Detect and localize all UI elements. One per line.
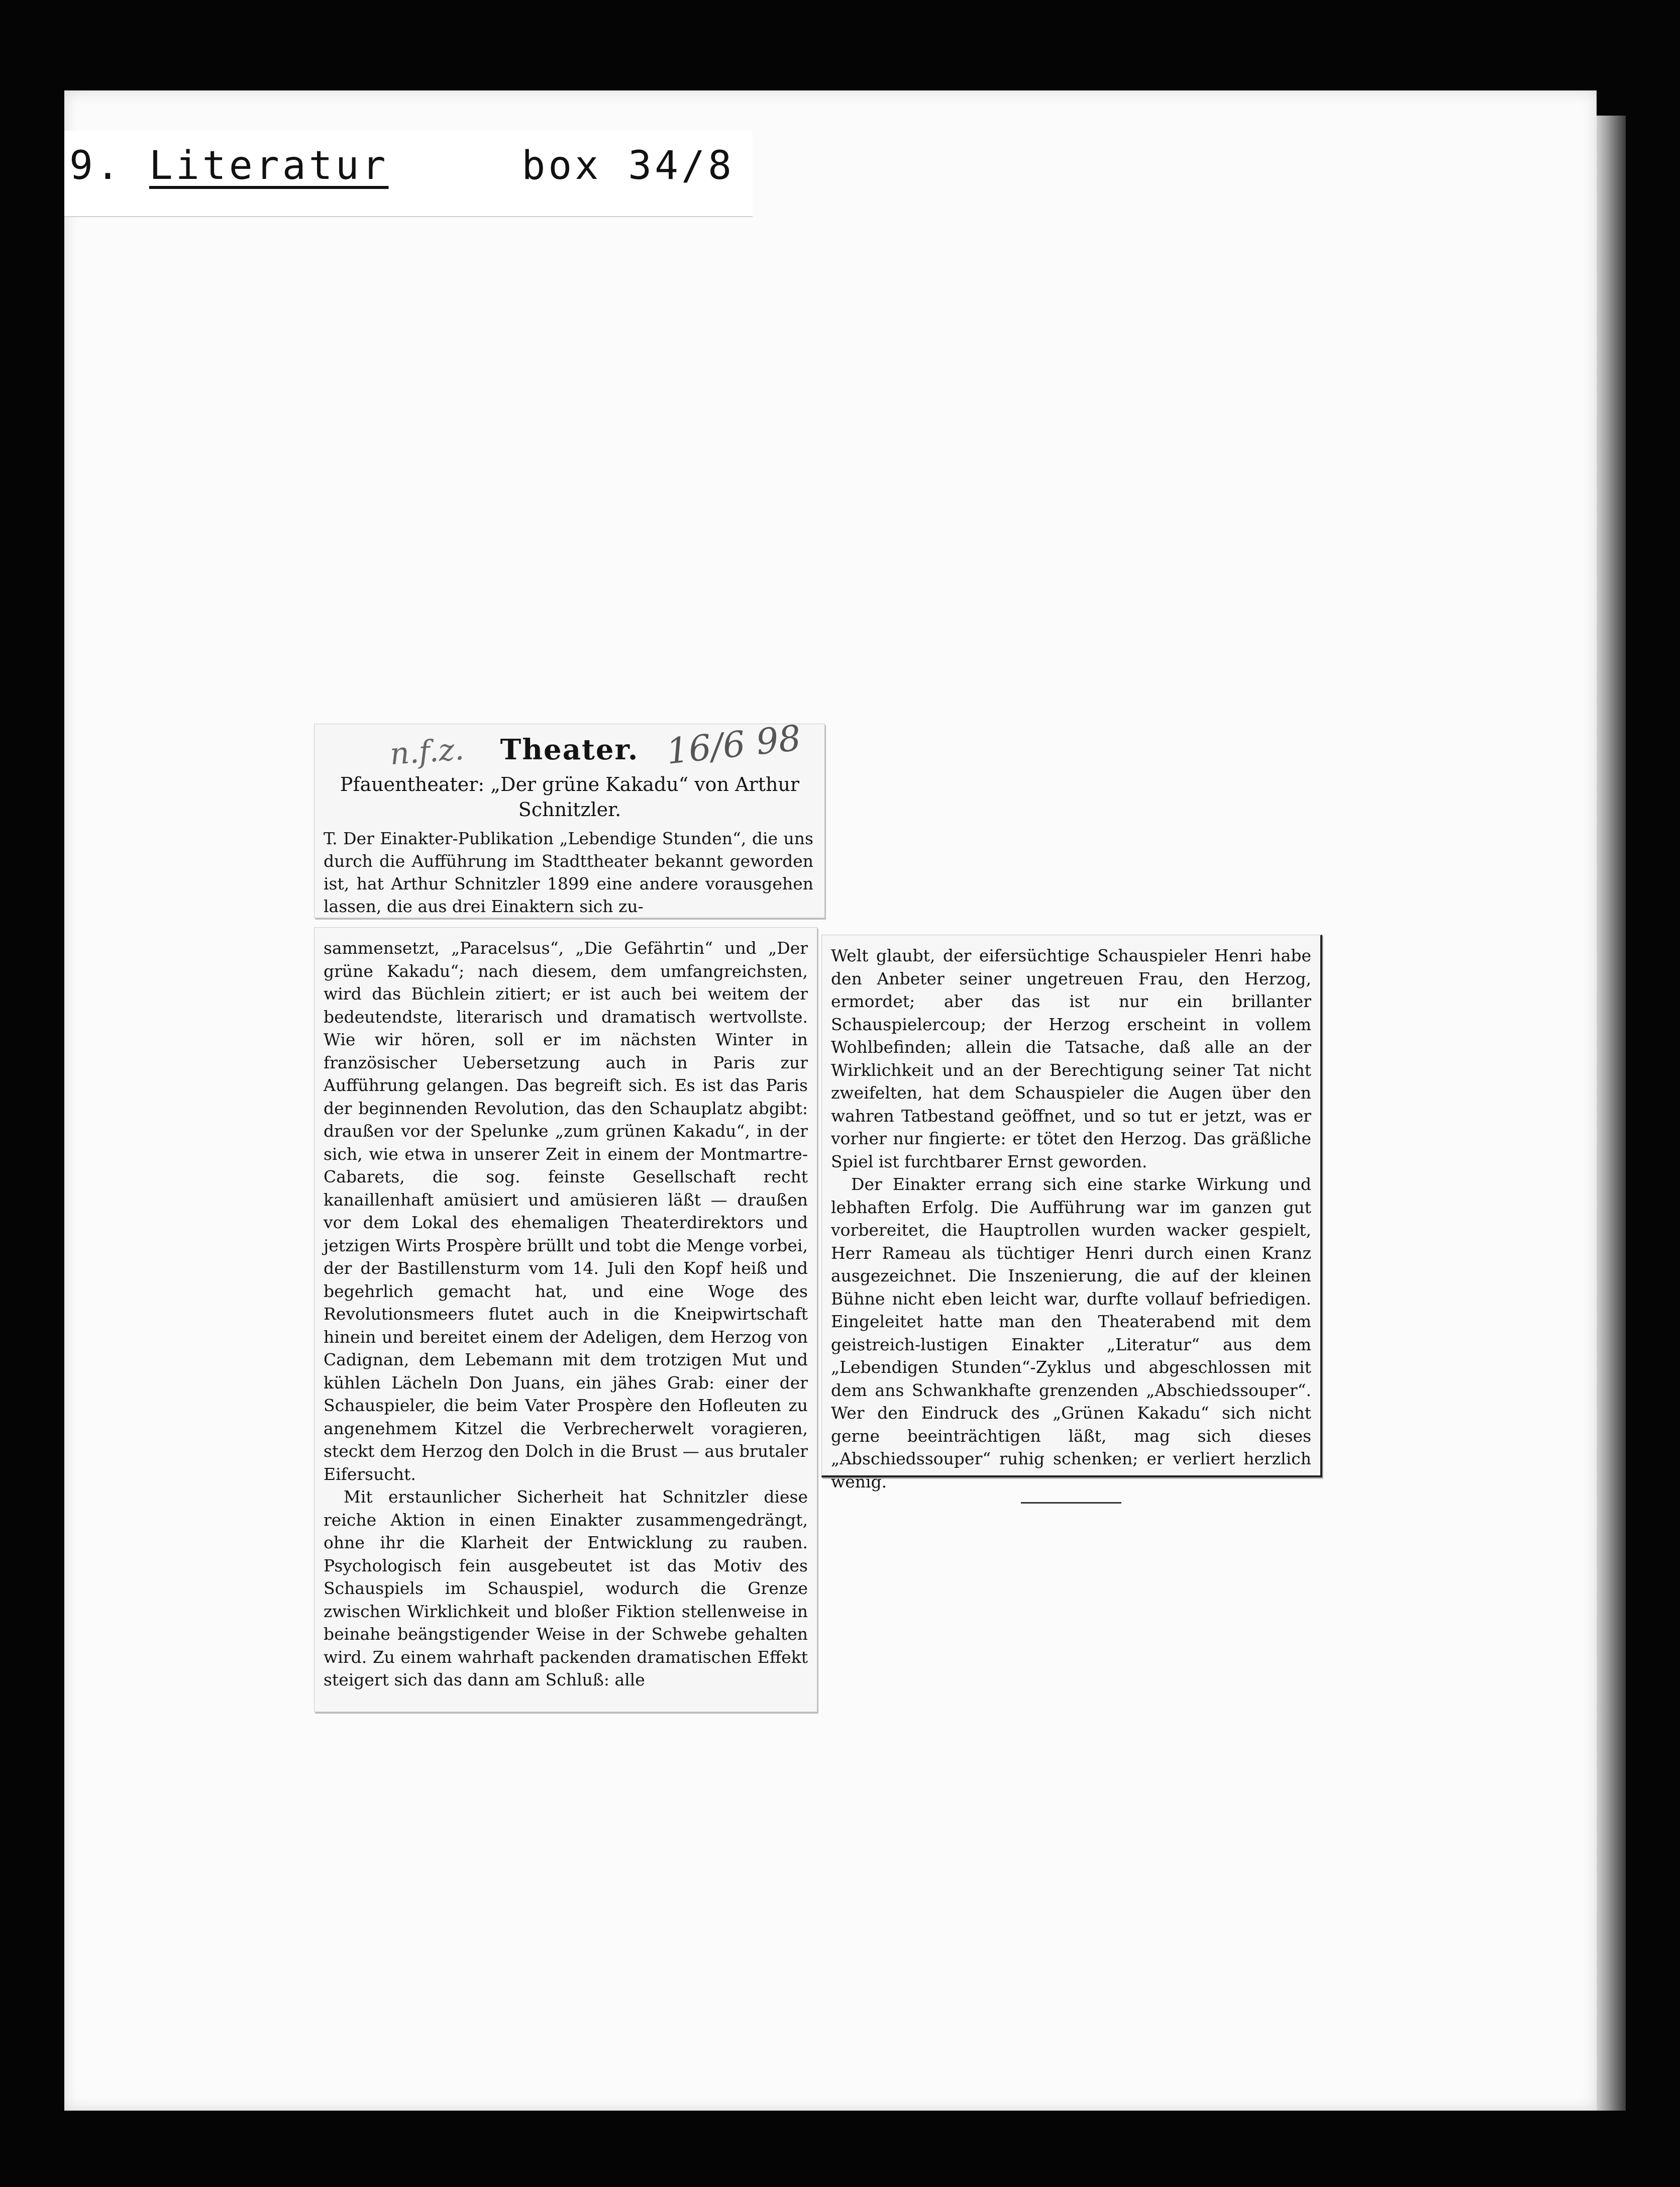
clipping-left-column: [314, 927, 817, 1712]
end-rule: [1021, 1502, 1121, 1504]
article-subtitle: Pfauentheater: „Der grüne Kakadu“ von Arthur Schnitzler.: [340, 773, 800, 821]
header-box: box 34/8: [521, 143, 735, 188]
clipping-right-column: [821, 935, 1322, 1492]
right-paragraph-1: Welt glaubt, der eifersüchtige Schauspieler Henri habe den Anbeter seiner ungetreuen Frau, den Herzog, ermordet; aber das ist nur ein brillanter Schauspielercoup; der Herzog erscheint in vollem Wohlbefinden; allein die Tatsache, daß alle an der Wirklichkeit und an der Berechtigung seiner Tat nicht zweifelten, hat dem Schauspieler die Augen über den wahren Tatbestand geöffnet, und so tut er jetzt, was er vorher nur fingierte: er tötet den Herzog. Das gräßliche Spiel ist furchtbarer Ernst geworden.: [831, 946, 1311, 1171]
right-column-text: [831, 944, 1311, 1504]
header-number: 9.: [69, 143, 123, 188]
handwritten-note: n.f.z.: [388, 731, 465, 772]
article-intro: T. Der Einakter-Publikation „Lebendige Stunden“, die uns durch die Aufführung im Stadttheater bekannt geworden ist, hat Arthur Schnitzler 1899 eine andere vorausgehen lassen, die aus drei Einaktern sich zu-: [324, 829, 813, 916]
section-title: Theater.: [500, 733, 639, 766]
clipping-header: [314, 717, 825, 918]
card-edge-shadow: [1597, 116, 1626, 2111]
header-title: Literatur: [149, 143, 389, 188]
left-paragraph-2: Mit erstaunlicher Sicherheit hat Schnitzler diese reiche Aktion in einen Einakter zusammengedrängt, ohne ihr die Klarheit der Entwicklung zu rauben. Psychologisch fein ausgebeutet ist das Motiv des Schauspiels im Schauspiel, wodurch die Grenze zwischen Wirklichkeit und bloßer Fiktion stellenweise in beinahe beängstigender Weise in der Schwebe gehalten wird. Zu einem wahrhaft packenden dramatischen Effekt steigert sich das dann am Schluß: alle: [324, 1487, 808, 1689]
archive-header: [69, 143, 734, 188]
left-paragraph-1: sammensetzt, „Paracelsus“, „Die Gefährtin“ und „Der grüne Kakadu“; nach diesem, dem umfangreichsten, wird das Büchlein zitiert; er ist auch bei weitem der bedeutendste, literarisch und dramatisch wertvollste. Wie wir hören, soll er im nächsten Winter in französischer Uebersetzung auch in Paris zur Aufführung gelangen. Das begreift sich. Es ist das Paris der beginnenden Revolution, das den Schauplatz abgibt: draußen vor der Spelunke „zum grünen Kakadu“, in der sich, wie etwa in unserer Zeit in einem der Montmartre-Cabarets, die sog. feinste Gesellschaft recht kanaillenhaft amüsiert und amüsieren läßt — draußen vor dem Lokal des ehemaligen Theaterdirektors und jetzigen Wirts Prospère brüllt und tobt die Menge vorbei, der der Bastillensturm vom 14. Juli den Kopf heiß und begehrlich gemacht hat, und eine Woge des Revolutionsmeers flutet auch in die Kneipwirtschaft hinein und bereitet einem der Adeligen, dem Herzog von Cadignan, dem Lebemann mit dem trotzigen Mut und kühlen Lächeln Don Juans, ein jähes Grab: einer der Schauspieler, die beim Vater Prospère den Hofleuten zu angenehmem Kitzel die Verbrecherwelt voragieren, steckt dem Herzog den Dolch in die Brust — aus brutaler Eifersucht.: [324, 938, 808, 1484]
left-column-text: [324, 937, 808, 1692]
right-paragraph-2: Der Einakter errang sich eine starke Wirkung und lebhaften Erfolg. Die Aufführung war im ganzen gut vorbereitet, die Hauptrollen wurden wacker gespielt, Herr Rameau als tüchtiger Henri durch einen Kranz ausgezeichnet. Die Inszenierung, die auf der kleinen Bühne nicht eben leicht war, durfte vollauf befriedigen. Eingeleitet hatte man den Theaterabend mit dem geistreich-lustigen Einakter „Literatur“ aus dem „Lebendigen Stunden“-Zyklus und abgeschlossen mit dem ans Schwankhafte grenzenden „Abschiedssouper“. Wer den Eindruck des „Grünen Kakadu“ sich nicht gerne beeinträchtigen läßt, mag sich dieses „Abschiedssouper“ ruhig schenken; er verliert herzlich wenig.: [831, 1174, 1311, 1492]
handwritten-date: 16/6 98: [664, 717, 803, 772]
